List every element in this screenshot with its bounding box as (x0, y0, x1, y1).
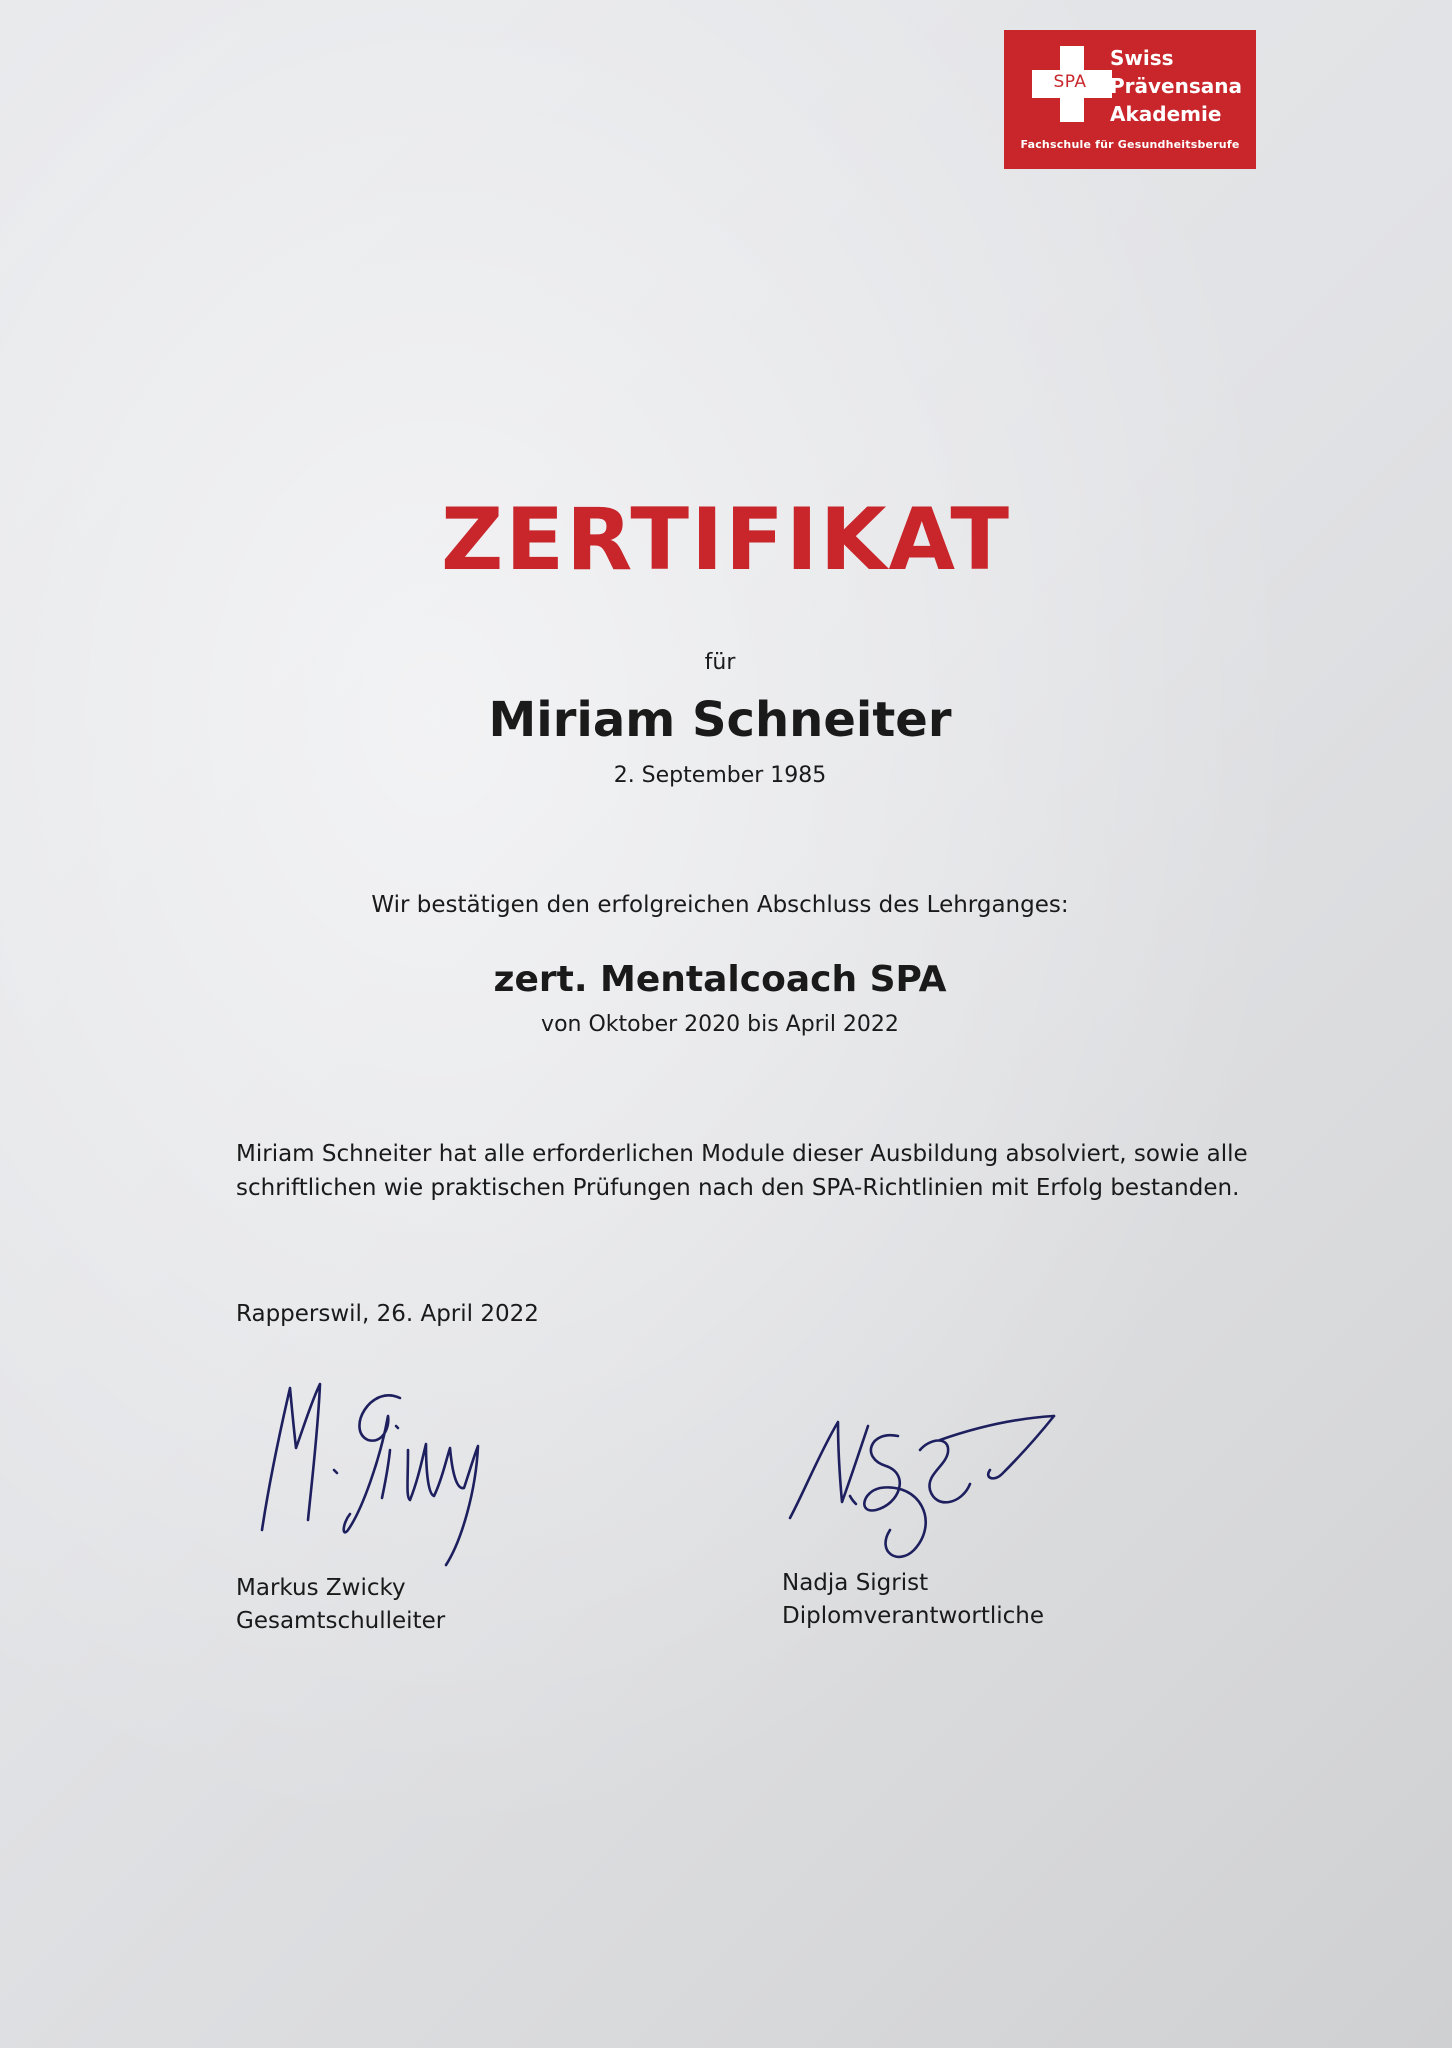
course-period: von Oktober 2020 bis April 2022 (541, 1012, 899, 1037)
signatory-name: Markus Zwicky (236, 1575, 406, 1601)
recipient-name: Miriam Schneiter (488, 692, 952, 748)
logo-name-line: Akademie (1110, 102, 1222, 126)
logo-name-line: Swiss (1110, 46, 1174, 70)
signature-nadja-sigrist (780, 1400, 1060, 1570)
academy-logo (1004, 30, 1256, 169)
logo-name (1110, 44, 1242, 128)
signatory-left (236, 1572, 445, 1638)
logo-tagline: Fachschule für Gesundheitsberufe (1020, 138, 1240, 151)
completion-statement (236, 1137, 1286, 1205)
logo-abbreviation: SPA (1053, 72, 1087, 92)
signatory-right (782, 1567, 1044, 1633)
birth-date: 2. September 1985 (613, 763, 827, 788)
place-and-date: Rapperswil, 26. April 2022 (236, 1301, 539, 1327)
certificate-title: ZERTIFIKAT (440, 490, 1012, 590)
course-name: zert. Mentalcoach SPA (493, 959, 947, 1000)
signatory-role: Gesamtschulleiter (236, 1608, 446, 1634)
for-label: für (704, 650, 736, 675)
signatory-role: Diplomverantwortliche (782, 1603, 1044, 1629)
statement-line: Miriam Schneiter hat alle erforderlichen Module dieser Ausbildung absolviert, sowie alle (236, 1141, 1248, 1167)
signatory-name: Nadja Sigrist (782, 1570, 929, 1596)
logo-name-line: Prävensana (1110, 74, 1242, 98)
confirmation-text: Wir bestätigen den erfolgreichen Abschluss des Lehrganges: (371, 892, 1069, 918)
signature-markus-zwicky (250, 1370, 570, 1570)
statement-line: schriftlichen wie praktischen Prüfungen nach den SPA-Richtlinien mit Erfolg bestanden. (236, 1175, 1240, 1201)
